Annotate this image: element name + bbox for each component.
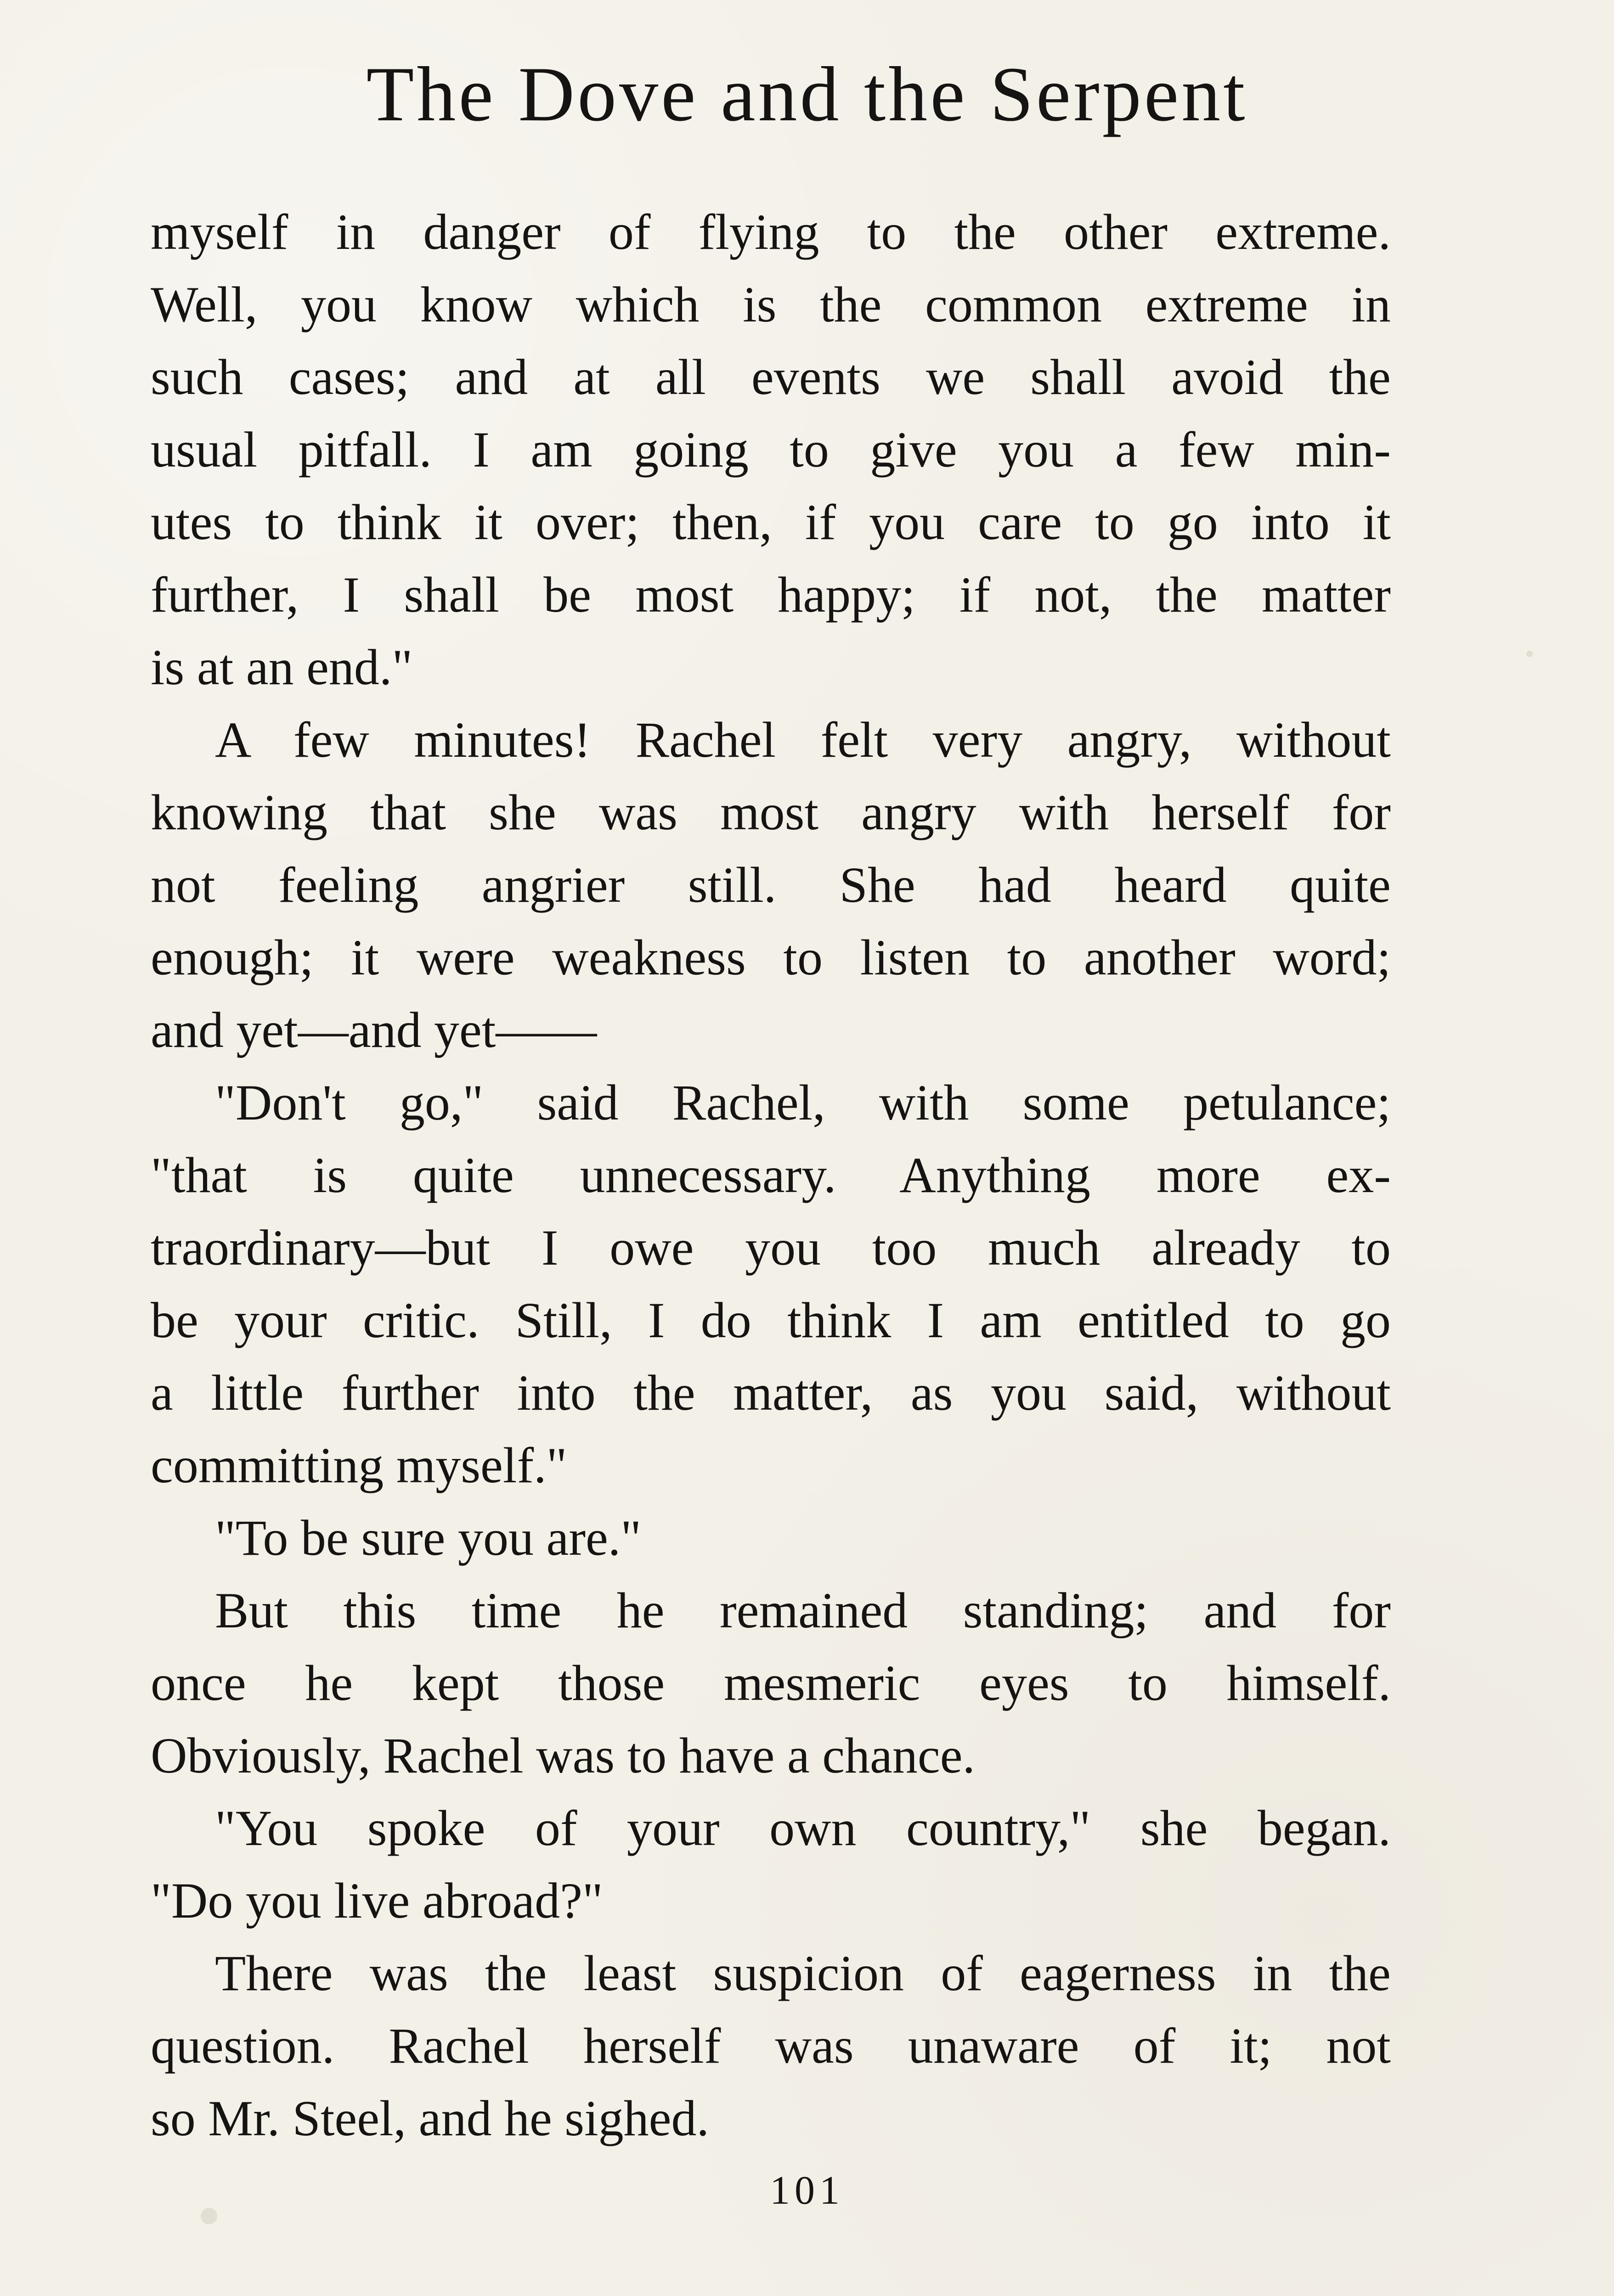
text-line: "that is quite unnecessary. Anything more ex-: [151, 1147, 1391, 1203]
text-line: knowing that she was most angry with herself for: [151, 784, 1391, 840]
text-line: "Don't go," said Rachel, with some petulance;: [215, 1075, 1391, 1131]
text-line: "To be sure you are.": [215, 1510, 642, 1566]
text-line: utes to think it over; then, if you care to go into it: [151, 494, 1391, 550]
text-line: committing myself.": [151, 1437, 567, 1493]
text-line: traordinary—but I owe you too much already to: [151, 1220, 1391, 1276]
text-line: be your critic. Still, I do think I am entitled to go: [151, 1292, 1391, 1348]
text-line: Obviously, Rachel was to have a chance.: [151, 1728, 976, 1784]
text-line: myself in danger of flying to the other extreme.: [151, 204, 1391, 260]
text-line: "Do you live abroad?": [151, 1873, 603, 1929]
text-line: question. Rachel herself was unaware of it; not: [151, 2018, 1391, 2074]
text-line: usual pitfall. I am going to give you a few min-: [151, 422, 1391, 478]
body-text: [151, 196, 1391, 2155]
text-line: There was the least suspicion of eagerness in the: [215, 1945, 1391, 2001]
text-line: further, I shall be most happy; if not, the matter: [151, 567, 1391, 623]
text-line: once he kept those mesmeric eyes to himself.: [151, 1655, 1391, 1711]
text-line: a little further into the matter, as you said, without: [151, 1365, 1391, 1421]
paper-speck: [1526, 651, 1533, 657]
text-line: not feeling angrier still. She had heard quite: [151, 857, 1391, 913]
running-head: The Dove and the Serpent: [366, 51, 1248, 137]
text-line: enough; it were weakness to listen to another word;: [151, 929, 1391, 985]
page-number: 101: [770, 2168, 844, 2213]
text-line: is at an end.": [151, 639, 413, 695]
text-line: and yet—and yet——: [151, 1002, 597, 1058]
text-line: so Mr. Steel, and he sighed.: [151, 2090, 709, 2146]
text-line: Well, you know which is the common extreme in: [151, 276, 1391, 332]
text-line: But this time he remained standing; and for: [215, 1582, 1391, 1638]
text-line: "You spoke of your own country," she began.: [215, 1800, 1391, 1856]
text-line: such cases; and at all events we shall avoid the: [151, 349, 1391, 405]
text-line: A few minutes! Rachel felt very angry, without: [215, 712, 1391, 768]
